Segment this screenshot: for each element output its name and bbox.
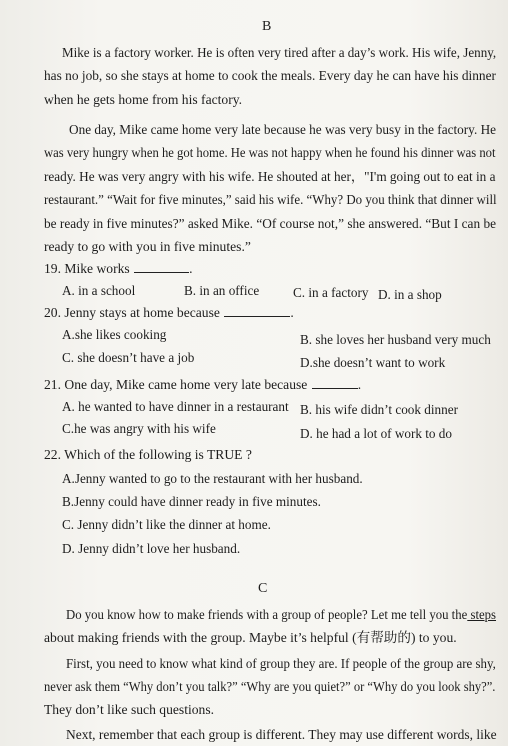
question-21 (44, 376, 361, 394)
option-21d: D. he had a lot of work to do (300, 426, 452, 441)
option-21a: A. he wanted to have dinner in a restaurant (62, 399, 289, 414)
option-20d: D.she doesn’t want to work (300, 355, 446, 370)
question-tail: . (357, 377, 362, 392)
paragraph-b2-line: be ready in five minutes?” asked Mike. “Of course not,” she answered. “But I can be (44, 216, 497, 231)
question-19 (44, 260, 193, 278)
option-19d: D. in a shop (378, 287, 442, 302)
paragraph-b2-line: ready to go with you in five minutes.” (44, 239, 251, 254)
paragraph-b2-line: ready. He was very angry with his wife. He shouted at her，"I'm going out to eat in a (44, 169, 496, 184)
question-stem: 19. Mike works (44, 261, 130, 276)
option-19b: B. in an office (184, 283, 260, 298)
question-tail: . (290, 305, 294, 320)
question-20 (44, 304, 294, 322)
paragraph-c2-line: never ask them “Why don’t you talk?” “Why are you quiet?” or “Why do you look shy?”. (44, 679, 496, 694)
option-22a: A.Jenny wanted to go to the restaurant with her husband. (62, 471, 363, 486)
paragraph-b2-line: restaurant.” “Wait for five minutes,” said his wife. “Why? Do you think that dinner will (44, 192, 497, 207)
answer-blank (224, 304, 290, 317)
option-22c: C. Jenny didn’t like the dinner at home. (62, 517, 271, 532)
answer-blank (134, 260, 189, 273)
option-20a: A.she likes cooking (62, 327, 167, 342)
answer-blank (312, 376, 358, 389)
question-stem: 20. Jenny stays at home because (44, 305, 220, 320)
option-21b: B. his wife didn’t cook dinner (300, 402, 458, 417)
paragraph-c2-line: First, you need to know what kind of group they are. If people of the group are shy, (66, 656, 496, 671)
option-20b: B. she loves her husband very much (300, 332, 491, 347)
paragraph-b1-line: Mike is a factory worker. He is often very tired after a day’s work. His wife, Jenny, (62, 45, 497, 60)
option-19a: A. in a school (62, 283, 136, 298)
paragraph-b1-line: has no job, so she stays at home to cook the meals. Every day he can have his dinner (44, 68, 496, 83)
question-22: 22. Which of the following is TRUE ? (44, 447, 252, 462)
question-stem: 21. One day, Mike came home very late because (44, 377, 308, 392)
paragraph-c2-line: They don’t like such questions. (44, 702, 215, 717)
paragraph-b2-line: was very hungry when he got home. He was not happy when he found his dinner was not (44, 145, 496, 160)
section-c-heading: C (258, 581, 268, 596)
paragraph-c1-text: Do you know how to make friends with a group of people? Let me tell you the (66, 607, 468, 622)
section-b-heading: B (262, 19, 272, 34)
paragraph-c1-line: about making friends with the group. Maybe it’s helpful (有帮助的) to you. (44, 630, 457, 645)
paragraph-b2-line: One day, Mike came home very late because he was very busy in the factory. He (69, 122, 497, 137)
option-20c: C. she doesn’t have a job (62, 350, 195, 365)
option-21c: C.he was angry with his wife (62, 421, 216, 436)
paragraph-b1-line: when he gets home from his factory. (44, 92, 243, 107)
paragraph-c1-line (66, 606, 496, 624)
option-19c: C. in a factory (293, 285, 369, 300)
underlined-word-steps: steps (467, 607, 497, 622)
option-22d: D. Jenny didn’t love her husband. (62, 541, 241, 556)
question-tail: . (189, 261, 193, 276)
option-22b: B.Jenny could have dinner ready in five minutes. (62, 494, 321, 509)
paragraph-c3-line: Next, remember that each group is different. They may use different words, like (66, 727, 497, 742)
